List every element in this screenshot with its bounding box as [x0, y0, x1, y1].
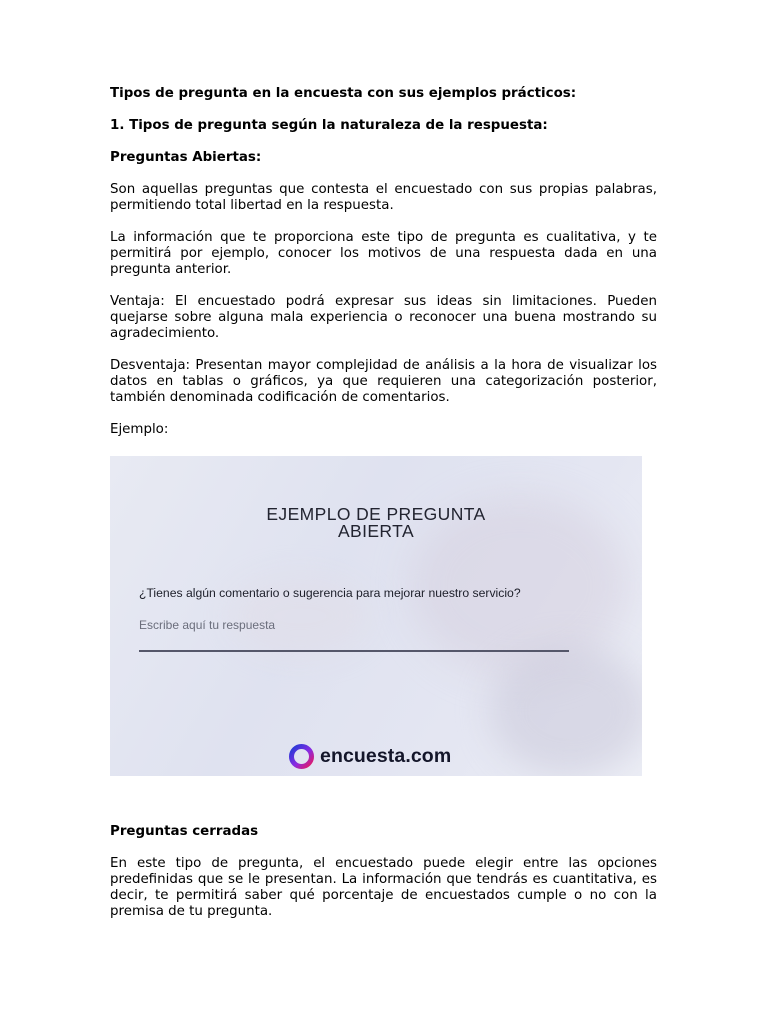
- example-label: Ejemplo:: [110, 422, 169, 437]
- closed-questions-heading: Preguntas cerradas: [110, 824, 259, 839]
- encuesta-logo: [288, 743, 451, 770]
- figure-title: [110, 506, 642, 540]
- paragraph-closed-questions: En este tipo de pregunta, el encuestado puede elegir entre las opciones predefinidas que se le presentan. La información que tendrás es cuantitativa, es decir, te permitirá saber qué porcentaje de encuestados cumple o no con la premisa de tu pregunta.: [110, 856, 657, 919]
- logo-text: encuesta.com: [320, 745, 452, 767]
- figure-question: ¿Tienes algún comentario o sugerencia para mejorar nuestro servicio?: [139, 586, 521, 600]
- example-image: [110, 456, 642, 776]
- figure-title-line1: EJEMPLO DE PREGUNTA: [266, 504, 486, 524]
- paragraph-information: La información que te proporciona este tipo de pregunta es cualitativa, y te permitirá por ejemplo, conocer los motivos de una respuesta dada en una pregunta anterior.: [110, 230, 657, 277]
- open-questions-heading: Preguntas Abiertas:: [110, 150, 262, 165]
- background-blur: [490, 646, 642, 776]
- document-title: Tipos de pregunta en la encuesta con sus ejemplos prácticos:: [110, 86, 577, 101]
- ring-logo-icon: [288, 743, 315, 770]
- closed-questions-section: [110, 824, 657, 920]
- figure-answer-placeholder: Escribe aquí tu respuesta: [139, 618, 276, 632]
- paragraph-definition: Son aquellas preguntas que contesta el encuestado con sus propias palabras, permitiendo total libertad en la respuesta.: [110, 182, 657, 213]
- figure-answer-line: [139, 650, 569, 652]
- figure-title-line2: ABIERTA: [337, 521, 415, 541]
- document-page: [110, 86, 657, 936]
- paragraph-disadvantage: Desventaja: Presentan mayor complejidad de análisis a la hora de visualizar los datos en tablas o gráficos, ya que requieren una categorización posterior, también denominada codificación de comentarios.: [110, 358, 657, 405]
- section-heading: 1. Tipos de pregunta según la naturaleza de la respuesta:: [110, 118, 548, 133]
- paragraph-advantage: Ventaja: El encuestado podrá expresar sus ideas sin limitaciones. Pueden quejarse sobre alguna mala experiencia o reconocer una buena mostrando su agradecimiento.: [110, 294, 657, 341]
